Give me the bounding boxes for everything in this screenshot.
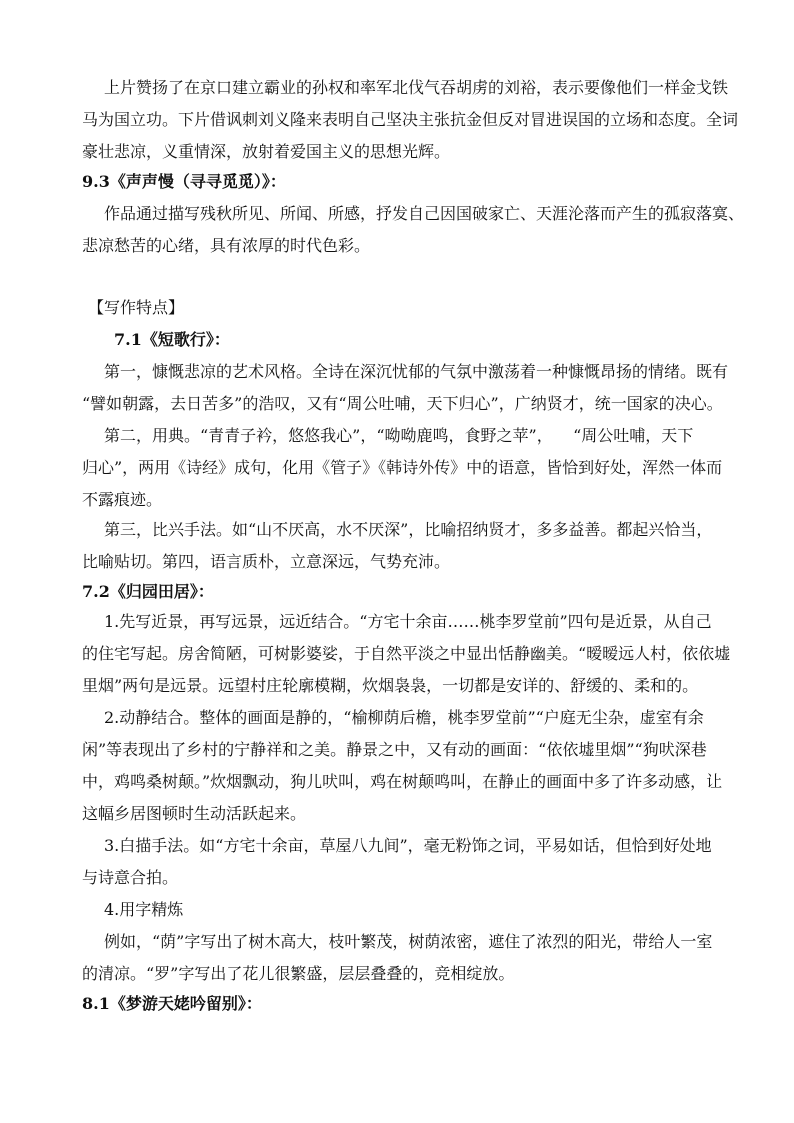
section-title: 【写作特点】	[88, 298, 185, 317]
paragraph-line: 上片赞扬了在京口建立霸业的孙权和率军北伐气吞胡虏的刘裕，表示要像他们一样金戈铁	[104, 78, 729, 97]
paragraph-line: 作品通过描写残秋所见、所闻、所感，抒发自己因国破家亡、天涯沦落而产生的孤寂落寞、	[104, 204, 745, 223]
paragraph-line: 4.用字精炼	[104, 900, 184, 919]
paragraph-line: 的清凉。“罗”字写出了花儿很繁盛，层层叠叠的，竞相绽放。	[82, 964, 515, 983]
paragraph-line: 与诗意合拍。	[82, 868, 179, 887]
paragraph-line: 悲凉愁苦的心绪，具有浓厚的时代色彩。	[82, 236, 371, 255]
paragraph-line: 马为国立功。下片借讽刺刘义隆来表明自己坚决主张抗金但反对冒进误国的立场和态度。全词	[82, 110, 739, 129]
paragraph-line: 豪壮悲凉，义重情深，放射着爱国主义的思想光辉。	[82, 142, 451, 161]
paragraph-line: 闲”等表现出了乡村的宁静祥和之美。静景之中，又有动的画面：“依依墟里烟”“狗吠深巷	[82, 740, 707, 759]
paragraph-line: 的住宅写起。房舍简陋，可树影婆娑，于自然平淡之中显出恬静幽美。“暧暧远人村，依依墟	[82, 644, 731, 663]
paragraph-line: 比喻贴切。第四，语言质朴，立意深远，气势充沛。	[82, 552, 451, 571]
paragraph-line: 不露痕迹。	[82, 490, 163, 509]
section-heading: 9.3《声声慢（寻寻觅觅）》：	[82, 172, 286, 191]
paragraph-line: 第二，用典。“青青子衿，悠悠我心”，“呦呦鹿鸣，食野之苹”， “周公吐哺，天下	[104, 426, 694, 445]
paragraph-line: 里烟”两句是远景。远望村庄轮廓模糊，炊烟袅袅，一切都是安详的、舒缓的、柔和的。	[82, 676, 699, 695]
paragraph-line: 中，鸡鸣桑树颠。”炊烟飘动，狗儿吠叫，鸡在树颠鸣叫，在静止的画面中多了许多动感，让	[82, 772, 723, 791]
paragraph-line: 归心”，两用《诗经》成句，化用《管子》《韩诗外传》中的语意，皆恰到好处，浑然一体而	[82, 458, 723, 477]
paragraph-line: 例如，“荫”字写出了树木高大，枝叶繁茂，树荫浓密，遮住了浓烈的阳光，带给人一室	[104, 932, 713, 951]
paragraph-line: 第三，比兴手法。如“山不厌高，水不厌深”，比喻招纳贤才，多多益善。都起兴恰当，	[104, 520, 713, 539]
paragraph-line: 2.动静结合。整体的画面是静的，“榆柳荫后檐，桃李罗堂前”“户庭无尘杂，虚室有余	[104, 708, 704, 727]
section-heading: 7.1《短歌行》：	[114, 330, 230, 349]
section-heading: 7.2《归园田居》：	[82, 582, 214, 601]
paragraph-line: 1.先写近景，再写远景，远近结合。“方宅十余亩……桃李罗堂前”四句是近景，从自己	[104, 612, 712, 631]
paragraph-line: “譬如朝露，去日苦多”的浩叹，又有“周公吐哺，天下归心”，广纳贤才，统一国家的决心。	[82, 394, 723, 413]
paragraph-line: 3.白描手法。如“方宅十余亩，草屋八九间”，毫无粉饰之词，平易如话，但恰到好处地	[104, 836, 712, 855]
paragraph-line: 这幅乡居图顿时生动活跃起来。	[82, 804, 307, 823]
section-heading: 8.1《梦游天姥吟留别》：	[82, 994, 262, 1013]
paragraph-line: 第一，慷慨悲凉的艺术风格。全诗在深沉忧郁的气氛中激荡着一种慷慨昂扬的情绪。既有	[104, 362, 729, 381]
